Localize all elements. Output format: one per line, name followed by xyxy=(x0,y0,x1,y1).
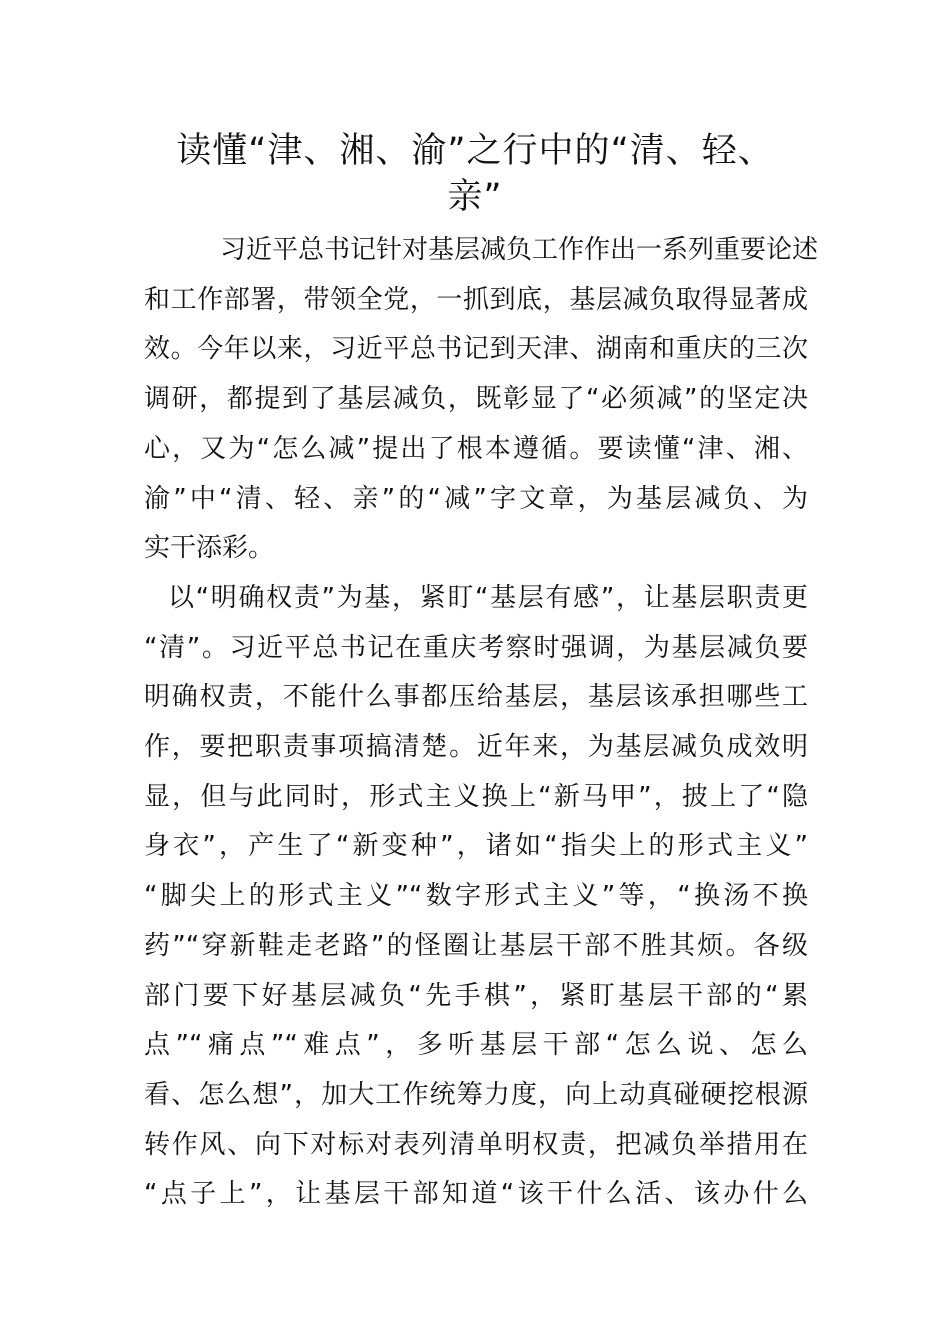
text-line: 调研，都提到了基层减负，既彰显了“必须减”的坚定决 xyxy=(144,384,808,415)
text-line: 效。今年以来，习近平总书记到天津、湖南和重庆的三次 xyxy=(144,334,808,365)
text-line: 药”“穿新鞋走老路”的怪圈让基层干部不胜其烦。各级 xyxy=(144,930,808,961)
paragraph-clear-responsibilities xyxy=(144,574,808,1220)
text-line: 实干添彩。 xyxy=(144,533,275,564)
title-line: 亲” xyxy=(447,177,503,217)
text-line: “点子上”，让基层干部知道“该干什么活、该办什么 xyxy=(144,1179,808,1210)
document-title xyxy=(140,128,810,220)
document-body xyxy=(144,226,819,1220)
text-line: 显，但与此同时，形式主义换上“新马甲”，披上了“隐 xyxy=(144,781,808,812)
title-line: 读懂“津、湘、渝”之行中的“清、轻、 xyxy=(176,131,774,171)
text-line: 转作风、向下对标对表列清单明权责，把减负举措用在 xyxy=(144,1129,808,1160)
text-line: 明确权责，不能什么事都压给基层，基层该承担哪些工 xyxy=(144,682,808,713)
text-line: “清”。习近平总书记在重庆考察时强调，为基层减负要 xyxy=(144,632,808,663)
text-line: 看、怎么想”，加大工作统筹力度，向上动真碰硬挖根源 xyxy=(144,1079,808,1110)
text-line: 作，要把职责事项搞清楚。近年来，为基层减负成效明 xyxy=(144,732,808,763)
text-line: 以“明确权责”为基，紧盯“基层有感”，让基层职责更 xyxy=(168,582,808,613)
text-line: “脚尖上的形式主义”“数字形式主义”等，“换汤不换 xyxy=(144,881,808,912)
text-line: 和工作部署，带领全党，一抓到底，基层减负取得显著成 xyxy=(144,284,808,315)
text-line: 心，又为“怎么减”提出了根本遵循。要读懂“津、湘、 xyxy=(144,433,808,464)
text-line: 渝”中“清、轻、亲”的“减”字文章，为基层减负、为 xyxy=(144,483,808,514)
text-line: 部门要下好基层减负“先手棋”，紧盯基层干部的“累 xyxy=(144,980,808,1011)
paragraph-intro xyxy=(144,226,819,574)
text-line: 习近平总书记针对基层减负工作作出一系列重要论述 xyxy=(220,235,819,265)
text-line: 点”“痛点”“难点”，多听基层干部“怎么说、怎么 xyxy=(144,1030,808,1061)
text-line: 身衣”，产生了“新变种”，诸如“指尖上的形式主义” xyxy=(144,831,808,862)
